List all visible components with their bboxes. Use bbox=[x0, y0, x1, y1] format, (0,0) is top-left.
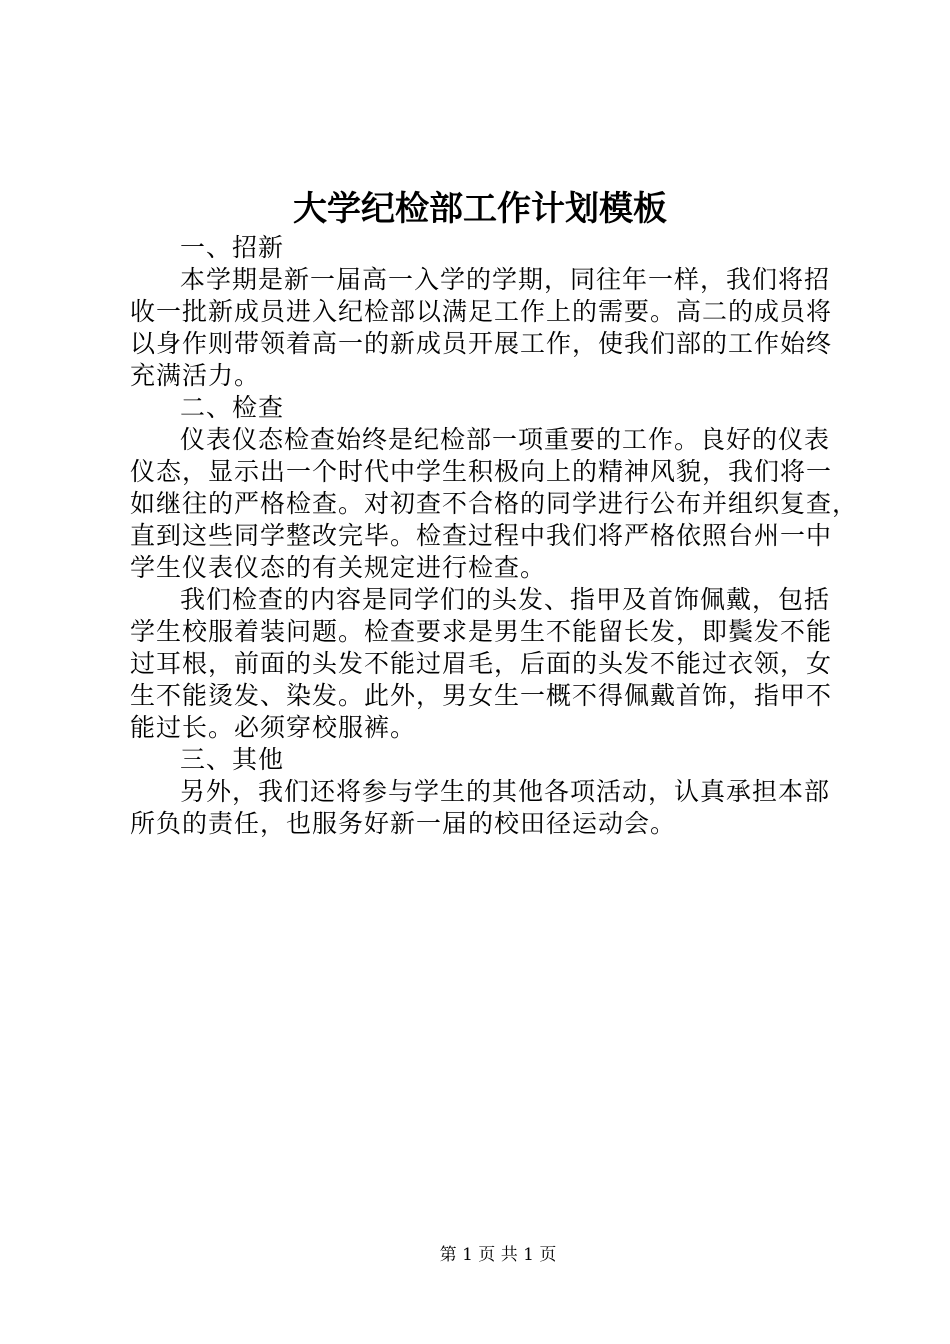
paragraph-line: 仪表仪态检查始终是纪检部一项重要的工作。良好的仪表 bbox=[180, 425, 831, 454]
paragraph-line: 学生校服着装问题。检查要求是男生不能留长发，即鬓发不能 bbox=[130, 617, 833, 646]
paragraph-line: 以身作则带领着高一的新成员开展工作，使我们部的工作始终 bbox=[130, 329, 833, 358]
section-heading-recruit: 一、招新 bbox=[180, 233, 285, 262]
paragraph-line: 直到这些同学整改完毕。检查过程中我们将严格依照台州一中 bbox=[130, 521, 833, 550]
paragraph-line: 过耳根，前面的头发不能过眉毛，后面的头发不能过衣领，女 bbox=[130, 649, 833, 678]
paragraph-line: 如继往的严格检查。对初查不合格的同学进行公布并组织复查， bbox=[130, 489, 859, 518]
paragraph-line: 所负的责任，也服务好新一届的校田径运动会。 bbox=[130, 809, 677, 838]
page-footer: 第 1 页 共 1 页 bbox=[439, 1245, 557, 1265]
paragraph-line: 本学期是新一届高一入学的学期，同往年一样，我们将招 bbox=[180, 265, 831, 294]
paragraph-line: 收一批新成员进入纪检部以满足工作上的需要。高二的成员将 bbox=[130, 297, 833, 326]
paragraph-line: 生不能烫发、染发。此外，男女生一概不得佩戴首饰，指甲不 bbox=[130, 681, 833, 710]
paragraph-line: 另外，我们还将参与学生的其他各项活动，认真承担本部 bbox=[180, 777, 831, 806]
document-body bbox=[130, 232, 859, 840]
paragraph-line: 能过长。必须穿校服裤。 bbox=[130, 713, 417, 742]
section-heading-inspection: 二、检查 bbox=[180, 393, 285, 422]
document-title: 大学纪检部工作计划模板 bbox=[293, 189, 667, 229]
paragraph-line: 学生仪表仪态的有关规定进行检查。 bbox=[130, 553, 547, 582]
paragraph-line: 仪态，显示出一个时代中学生积极向上的精神风貌，我们将一 bbox=[130, 457, 833, 486]
section-heading-other: 三、其他 bbox=[180, 745, 285, 774]
paragraph-line: 我们检查的内容是同学们的头发、指甲及首饰佩戴，包括 bbox=[180, 585, 831, 614]
paragraph-line: 充满活力。 bbox=[130, 361, 261, 390]
